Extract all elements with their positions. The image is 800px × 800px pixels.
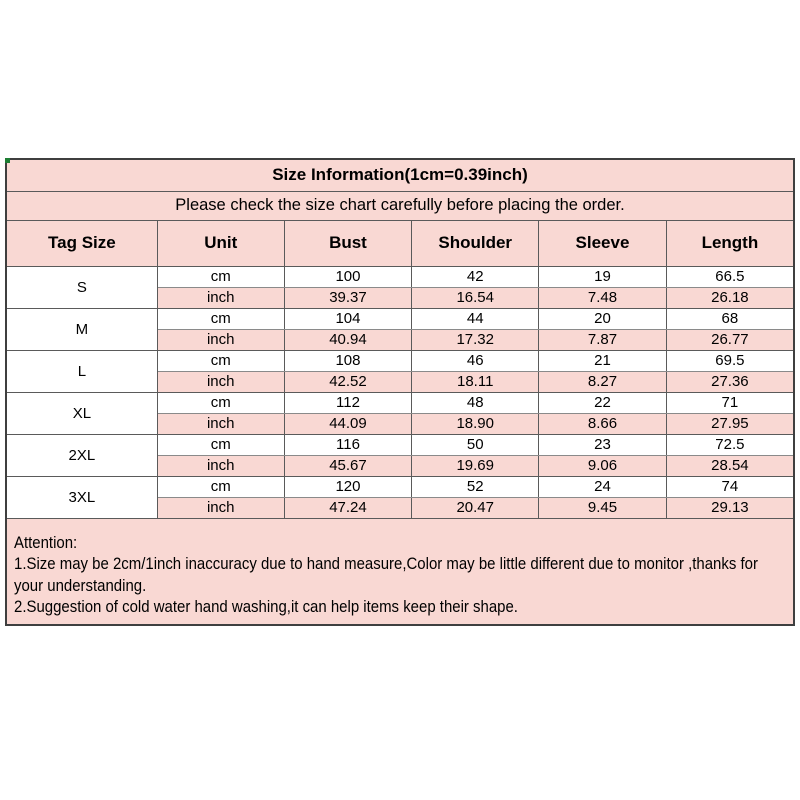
measure-value: 45.67 <box>284 455 412 476</box>
measure-value: 68 <box>666 308 794 329</box>
measure-value: 71 <box>666 392 794 413</box>
measure-value: 26.77 <box>666 329 794 350</box>
measure-value: 8.66 <box>539 413 667 434</box>
measure-value: 39.37 <box>284 287 412 308</box>
unit-label: cm <box>157 434 284 455</box>
measure-value: 18.11 <box>412 371 539 392</box>
measure-value: 40.94 <box>284 329 412 350</box>
measure-value: 20.47 <box>412 497 539 518</box>
green-corner-marker <box>5 158 10 163</box>
measure-value: 42 <box>412 266 539 287</box>
attention-line-3: 2.Suggestion of cold water hand washing,it can help items keep their shape. <box>14 597 518 616</box>
measure-value: 27.36 <box>666 371 794 392</box>
unit-label: cm <box>157 308 284 329</box>
measure-value: 104 <box>284 308 412 329</box>
unit-label: inch <box>157 497 284 518</box>
size-chart-panel <box>5 158 795 626</box>
measure-value: 46 <box>412 350 539 371</box>
measure-value: 116 <box>284 434 412 455</box>
measure-value: 47.24 <box>284 497 412 518</box>
measure-value: 50 <box>412 434 539 455</box>
measure-value: 19.69 <box>412 455 539 476</box>
unit-label: cm <box>157 350 284 371</box>
size-row-s-cm <box>6 266 794 287</box>
unit-label: inch <box>157 371 284 392</box>
measure-value: 8.27 <box>539 371 667 392</box>
measure-value: 21 <box>539 350 667 371</box>
measure-value: 7.48 <box>539 287 667 308</box>
measure-value: 42.52 <box>284 371 412 392</box>
measure-value: 100 <box>284 266 412 287</box>
table-subtitle: Please check the size chart carefully before placing the order. <box>6 191 794 220</box>
title-row <box>6 159 794 191</box>
measure-value: 19 <box>539 266 667 287</box>
measure-value: 26.18 <box>666 287 794 308</box>
measure-value: 74 <box>666 476 794 497</box>
tag-size-3xl: 3XL <box>6 476 157 518</box>
measure-value: 44 <box>412 308 539 329</box>
measure-value: 72.5 <box>666 434 794 455</box>
measure-value: 24 <box>539 476 667 497</box>
measure-value: 9.06 <box>539 455 667 476</box>
column-header-sleeve: Sleeve <box>539 220 667 266</box>
tag-size-xl: XL <box>6 392 157 434</box>
measure-value: 18.90 <box>412 413 539 434</box>
unit-label: cm <box>157 392 284 413</box>
column-header-length: Length <box>666 220 794 266</box>
unit-label: inch <box>157 287 284 308</box>
measure-value: 16.54 <box>412 287 539 308</box>
measure-value: 9.45 <box>539 497 667 518</box>
column-header-tag-size: Tag Size <box>6 220 157 266</box>
measure-value: 7.87 <box>539 329 667 350</box>
size-chart-table <box>5 158 795 626</box>
measure-value: 69.5 <box>666 350 794 371</box>
attention-heading: Attention: <box>14 532 78 552</box>
tag-size-s: S <box>6 266 157 308</box>
attention-line-1: 1.Size may be 2cm/1inch inaccuracy due to hand measure,Color may be little different due to monitor ,thanks for <box>14 554 758 573</box>
measure-value: 52 <box>412 476 539 497</box>
measure-value: 108 <box>284 350 412 371</box>
size-row-l-cm <box>6 350 794 371</box>
unit-label: inch <box>157 329 284 350</box>
measure-value: 22 <box>539 392 667 413</box>
measure-value: 17.32 <box>412 329 539 350</box>
table-title: Size Information(1cm=0.39inch) <box>6 159 794 191</box>
measure-value: 29.13 <box>666 497 794 518</box>
measure-value: 28.54 <box>666 455 794 476</box>
column-header-bust: Bust <box>284 220 412 266</box>
size-row-3xl-cm <box>6 476 794 497</box>
measure-value: 66.5 <box>666 266 794 287</box>
unit-label: cm <box>157 476 284 497</box>
size-row-2xl-cm <box>6 434 794 455</box>
column-header-unit: Unit <box>157 220 284 266</box>
measure-value: 112 <box>284 392 412 413</box>
tag-size-m: M <box>6 308 157 350</box>
unit-label: inch <box>157 455 284 476</box>
tag-size-l: L <box>6 350 157 392</box>
unit-label: cm <box>157 266 284 287</box>
attention-line-2: your understanding. <box>14 575 147 595</box>
size-row-m-cm <box>6 308 794 329</box>
column-header-shoulder: Shoulder <box>412 220 539 266</box>
tag-size-2xl: 2XL <box>6 434 157 476</box>
measure-value: 27.95 <box>666 413 794 434</box>
measure-value: 20 <box>539 308 667 329</box>
subtitle-row <box>6 191 794 220</box>
attention-row <box>6 518 794 625</box>
column-header-row <box>6 220 794 266</box>
measure-value: 120 <box>284 476 412 497</box>
size-row-xl-cm <box>6 392 794 413</box>
measure-value: 23 <box>539 434 667 455</box>
measure-value: 48 <box>412 392 539 413</box>
measure-value: 44.09 <box>284 413 412 434</box>
unit-label: inch <box>157 413 284 434</box>
